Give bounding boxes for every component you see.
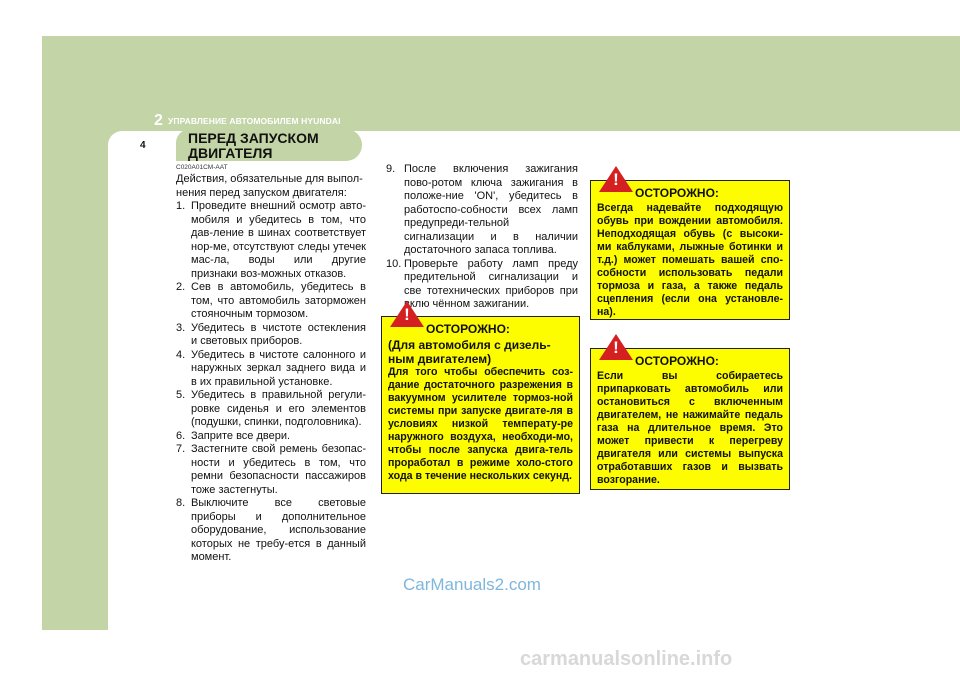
- warning-triangle-icon: !: [599, 166, 633, 192]
- chapter-title: УПРАВЛЕНИЕ АВТОМОБИЛЕМ HYUNDAI: [168, 116, 341, 126]
- chapter-number: 2: [154, 112, 163, 129]
- warning-body: Всегда надевайте подходящую обувь при вождении автомобиля. Неподходящая обувь (с высоки-ми каблуками, лыжные ботинки и т.д.) может помешать вашей спо-собности использовать педали тормоза и газа, а также педаль сцепления (если она установле-на).: [597, 202, 783, 318]
- warning-box-idling: [590, 348, 790, 490]
- list-item: 1. Проведите внешний осмотр авто-мобиля и убедитесь в том, что дав-ление в шинах соответствует нор-ме, отсутствуют следы утечек мас-ла, воды или другие признаки воз-можных отказов.: [176, 200, 366, 280]
- warning-heading: ОСТОРОЖНО:: [635, 186, 719, 200]
- warning-subheading: (Для автомобиля с дизель-ным двигателем): [388, 338, 551, 366]
- list-item: 6. Заприте все двери.: [176, 429, 291, 442]
- list-item: 5. Убедитесь в правильной регули-ровке сиденья и его элементов (подушки, спинки, подголовника).: [176, 389, 366, 428]
- list-item: 9. После включения зажигания пово-ротом ключа зажигания в положе-ние 'ON', убедитесь в работоспо-собности всех ламп предупреди-тельной сигнализации и в наличии достаточного запаса топлива.: [386, 163, 578, 256]
- list-item: 4. Убедитесь в чистоте салонного и наружных зеркал заднего вида и в их правильной установке.: [176, 348, 366, 388]
- steps-column-left: [176, 173, 366, 565]
- steps-column-middle: [386, 163, 578, 312]
- warning-body: Для того чтобы обеспечить соз-дание достаточного разрежения в вакуумном усилителе тормоз-ной системы при запуске двигате-ля в условиях низкой температу-ре наружного воздуха, необходи-мо, чтобы после запуска двига-тель проработал в режиме холо-стого хода в течение нескольких секунд.: [388, 366, 573, 482]
- watermark-carmanualsonline: carmanualsonline.info: [520, 648, 733, 670]
- steps-list-1: [176, 200, 366, 565]
- list-item: 7. Застегните свой ремень безопас-ности и убедитесь в том, что ремни безопасности пассажиров тоже застегнуты.: [176, 443, 366, 496]
- page-number: 4: [140, 140, 146, 151]
- warning-heading: ОСТОРОЖНО:: [426, 322, 510, 336]
- list-item: 2. Сев в автомобиль, убедитесь в том, что автомобиль заторможен стояночным тормозом.: [176, 281, 366, 320]
- warning-box-footwear: [590, 180, 790, 320]
- warning-triangle-icon: !: [599, 334, 633, 360]
- warning-body: Если вы собираетесь припарковать автомобиль или остановиться с включенным двигателем, не нажимайте педаль газа на длительное время. Это может привести к перегреву двигателя или системы выпуска отработавших газов и вызвать возгорание.: [597, 370, 783, 486]
- warning-box-diesel: [381, 316, 580, 494]
- steps-list-2: [386, 163, 578, 312]
- warning-heading: ОСТОРОЖНО:: [635, 354, 719, 368]
- list-item: 3. Убедитесь в чистоте остекления и световых приборов.: [176, 321, 366, 347]
- section-code: C020A01CM-AAT: [176, 164, 228, 171]
- watermark-carmanuals2: CarManuals2.com: [403, 575, 541, 594]
- section-intro: Действия, обязательные для выпол-нения перед запуском двигателя:: [176, 173, 363, 199]
- list-item: 8. Выключите все световые приборы и дополнительное оборудование, использование которых не требу-ется в данный момент.: [176, 497, 366, 563]
- list-item: 10. Проверьте работу ламп преду предительной сигнализации и све тотехнических приборов при вклю чённом зажигании.: [386, 257, 578, 310]
- section-title: ПЕРЕД ЗАПУСКОМ ДВИГАТЕЛЯ: [188, 130, 319, 161]
- warning-triangle-icon: !: [390, 301, 424, 327]
